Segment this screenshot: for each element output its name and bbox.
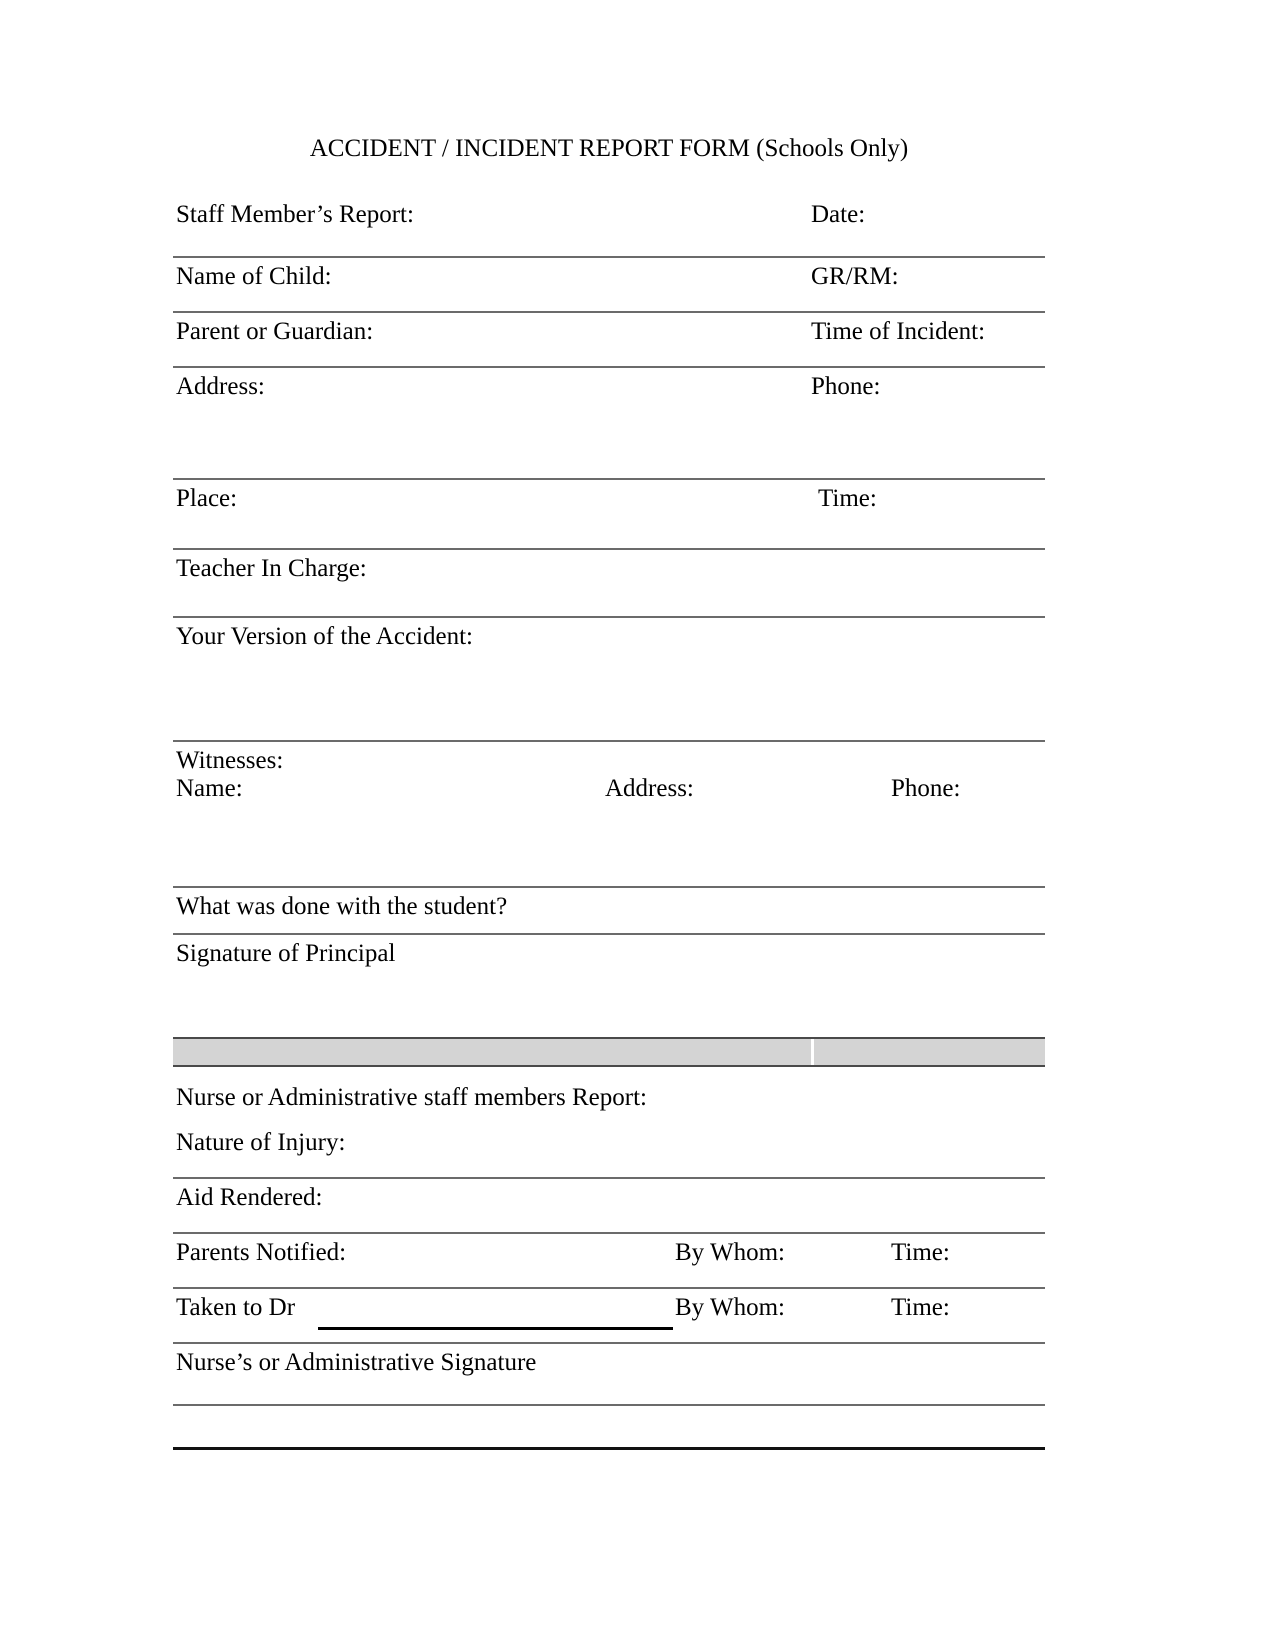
nurse-report-label: Nurse or Administrative staff members Report: [176,1083,647,1111]
parents-notified-label: Parents Notified: [176,1238,347,1266]
row-nurse-signature [173,1344,1045,1406]
page-title: ACCIDENT / INCIDENT REPORT FORM (Schools Only) [309,135,909,162]
row-staff-report [173,196,1045,258]
row-nature-of-injury [173,1124,1045,1179]
row-taken-to-dr [173,1289,1045,1344]
date-label: Date: [811,200,866,228]
taken-to-dr-label: Taken to Dr [176,1293,296,1321]
row-parents-notified [173,1234,1045,1289]
time-label: Time: [818,484,877,512]
phone-label: Phone: [811,372,881,400]
witnesses-label: Witnesses: [176,746,284,774]
section-separator [173,1037,1045,1067]
witness-phone-label: Phone: [891,774,961,802]
row-principal-signature [173,935,1045,980]
witness-address-label: Address: [605,774,694,802]
parents-notified-by-whom-label: By Whom: [675,1238,785,1266]
name-of-child-label: Name of Child: [176,262,332,290]
time-of-incident-label: Time of Incident: [811,317,986,345]
nurse-signature-label: Nurse’s or Administrative Signature [176,1348,537,1376]
principal-signature-label: Signature of Principal [176,939,396,967]
row-place [173,480,1045,550]
row-what-was-done [173,888,1045,935]
row-witnesses [173,742,1045,888]
place-label: Place: [176,484,238,512]
blank-rule-final [173,1406,1045,1450]
accident-incident-report-form [173,135,1045,1450]
row-parent-guardian [173,313,1045,368]
aid-rendered-label: Aid Rendered: [176,1183,323,1211]
gr-rm-label: GR/RM: [811,262,899,290]
grey-divider-bar [173,1037,1045,1067]
parents-notified-time-label: Time: [891,1238,950,1266]
teacher-in-charge-label: Teacher In Charge: [176,554,367,582]
address-label: Address: [176,372,265,400]
row-address [173,368,1045,480]
taken-to-dr-by-whom-label: By Whom: [675,1293,785,1321]
row-nurse-report-heading [173,1067,1045,1124]
what-was-done-label: What was done with the student? [176,892,508,920]
nature-of-injury-label: Nature of Injury: [176,1128,346,1156]
grey-bar-split [811,1039,814,1065]
staff-report-label: Staff Member’s Report: [176,200,414,228]
parent-guardian-label: Parent or Guardian: [176,317,374,345]
taken-to-dr-time-label: Time: [891,1293,950,1321]
row-name-of-child [173,258,1045,313]
taken-to-dr-fill-rule [318,1327,673,1330]
your-version-label: Your Version of the Accident: [176,622,473,650]
row-aid-rendered [173,1179,1045,1234]
row-your-version [173,618,1045,742]
witness-name-label: Name: [176,774,243,802]
row-teacher-in-charge [173,550,1045,618]
